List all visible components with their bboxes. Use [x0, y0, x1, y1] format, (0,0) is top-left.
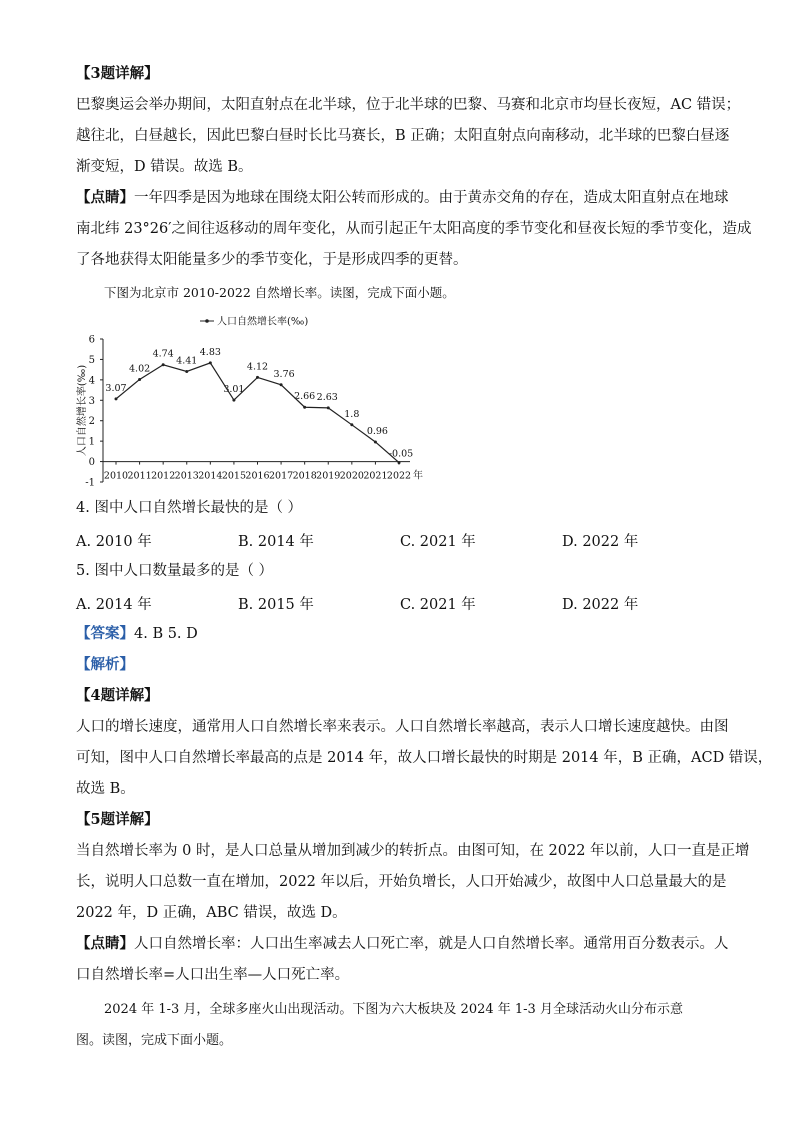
y-tick-label: 2 — [88, 416, 95, 428]
x-tick-label: 2021 — [363, 470, 388, 482]
q4-detail-line-1: 人口的增长速度，通常用人口自然增长率来表示。人口自然增长率越高，表示人口增长速度越快。由图 — [76, 719, 729, 735]
q4-detail-heading: 【4题详解】 — [76, 687, 159, 704]
data-label: 3.07 — [105, 382, 127, 394]
y-tick-label: 1 — [88, 436, 95, 448]
q5-option-c[interactable]: C. 2021 年 — [400, 597, 476, 613]
x-tick-label: 2017 — [268, 470, 294, 482]
chart-labels — [75, 315, 423, 487]
data-point — [350, 423, 353, 426]
q3-tip-1 — [76, 188, 729, 208]
data-point — [303, 406, 306, 409]
data-label: -0.05 — [388, 448, 414, 460]
y-tick-label: 5 — [88, 354, 95, 366]
q3-tip-2: 南北纬 23°26′之间往返移动的周年变化，从而引起正午太阳高度的季节变化和昼夜长短的季节变化，造成 — [76, 221, 752, 237]
q5-detail-line-3: 2022 年，D 正确，ABC 错误，故选 D。 — [76, 905, 347, 921]
data-label: 1.8 — [344, 408, 360, 420]
data-label: 2.66 — [294, 391, 316, 403]
q5-detail-line-1: 当自然增长率为 0 时，是人口总量从增加到减少的转折点。由图可知，在 2022 年以前，人口一直是正增 — [76, 843, 750, 859]
x-tick-label: 2022 — [386, 470, 412, 482]
data-point — [162, 363, 165, 366]
q4-option-d[interactable]: D. 2022 年 — [562, 534, 639, 550]
data-point — [327, 406, 330, 409]
legend-marker — [205, 319, 209, 323]
q5-tip-label: 【点睛】 — [76, 935, 134, 952]
chart-caption: 下图为北京市 2010-2022 自然增长率。读图，完成下面小题。 — [104, 285, 455, 300]
data-point — [138, 378, 141, 381]
q3-line-2: 越往北，白昼越长，因此巴黎白昼时长比马赛长，B 正确；太阳直射点向南移动，北半球的巴黎白昼逐 — [76, 128, 730, 144]
y-axis-label: 人口自然增长率(‰) — [77, 364, 88, 457]
data-label: 4.12 — [246, 361, 269, 373]
q4-stem: 4. 图中人口自然增长最快的是（ ） — [76, 500, 303, 516]
y-tick-label: -1 — [85, 477, 95, 486]
q3-line-1: 巴黎奥运会举办期间，太阳直射点在北半球，位于北半球的巴黎、马赛和北京市均昼长夜短，AC 错误； — [76, 97, 741, 113]
data-point — [398, 461, 401, 464]
q5-tip-1 — [76, 934, 729, 954]
answer-line — [76, 624, 726, 644]
x-tick-label: 2016 — [245, 470, 270, 482]
next-intro-line-2: 图。读图，完成下面小题。 — [76, 1033, 233, 1048]
data-point — [280, 383, 283, 386]
data-point — [185, 370, 188, 373]
q4-option-c[interactable]: C. 2021 年 — [400, 534, 476, 550]
q3-heading: 【3题详解】 — [76, 65, 159, 82]
x-tick-label: 2020 — [339, 470, 364, 482]
y-tick-label: 6 — [88, 334, 95, 346]
q4-option-a[interactable]: A. 2010 年 — [76, 534, 152, 550]
x-axis-unit: 年 — [413, 470, 423, 482]
data-label: 3.76 — [273, 368, 295, 380]
q5-option-b[interactable]: B. 2015 年 — [238, 597, 314, 613]
q3-tip-3: 了各地获得太阳能量多少的季节变化，于是形成四季的更替。 — [76, 252, 468, 268]
q3-line-3: 渐变短，D 错误。故选 B。 — [76, 159, 253, 175]
y-tick-label: 3 — [88, 395, 95, 407]
data-label: 0.96 — [366, 425, 388, 437]
x-tick-label: 2018 — [292, 470, 317, 482]
answer-text: 4. B 5. D — [134, 626, 198, 642]
data-label: 3.01 — [223, 384, 245, 396]
q5-detail-heading: 【5题详解】 — [76, 811, 159, 828]
next-intro-line-1: 2024 年 1-3 月，全球多座火山出现活动。下图为六大板块及 2024 年 1-3 月全球活动火山分布示意 — [104, 1002, 683, 1017]
x-tick-label: 2010 — [103, 470, 129, 482]
chart-axes — [100, 319, 410, 482]
q5-option-a[interactable]: A. 2014 年 — [76, 597, 152, 613]
x-tick-label: 2014 — [198, 470, 223, 482]
x-tick-label: 2015 — [221, 470, 247, 482]
q3-tip-label: 【点睛】 — [76, 189, 134, 206]
q5-option-d[interactable]: D. 2022 年 — [562, 597, 639, 613]
legend-label: 人口自然增长率(‰) — [217, 316, 309, 328]
analysis-label: 【解析】 — [76, 656, 134, 673]
q3-tip-text-1: 一年四季是因为地球在围绕太阳公转而形成的。由于黄赤交角的存在，造成太阳直射点在地球 — [134, 190, 729, 206]
x-tick-label: 2012 — [151, 470, 176, 482]
data-label: 4.74 — [152, 348, 174, 360]
q4-detail-line-3: 故选 B。 — [76, 781, 135, 797]
q5-stem: 5. 图中人口数量最多的是（ ） — [76, 563, 274, 579]
q4-detail-line-2: 可知，图中人口自然增长率最高的点是 2014 年，故人口增长最快的时期是 2014 年，B 正确，ACD 错误， — [76, 750, 773, 766]
natural-growth-line-chart — [72, 308, 432, 486]
q5-detail-line-2: 长，说明人口总数一直在增加，2022 年以后，开始负增长，人口开始减少，故图中人口总量最大的是 — [76, 874, 727, 890]
x-tick-label: 2011 — [127, 470, 152, 482]
data-point — [209, 361, 212, 364]
q5-tip-text-1: 人口自然增长率：人口出生率减去人口死亡率，就是人口自然增长率。通常用百分数表示。人 — [134, 936, 729, 952]
q5-tip-2: 口自然增长率=人口出生率—人口死亡率。 — [76, 967, 350, 983]
y-tick-label: 0 — [88, 457, 95, 469]
data-label: 4.83 — [199, 346, 221, 358]
y-tick-label: 4 — [88, 375, 95, 387]
x-tick-label: 2019 — [316, 470, 341, 482]
data-label: 4.02 — [129, 363, 151, 375]
data-point — [256, 376, 259, 379]
data-point — [232, 399, 235, 402]
q4-option-b[interactable]: B. 2014 年 — [238, 534, 314, 550]
data-label: 2.63 — [316, 391, 338, 403]
data-label: 4.41 — [176, 355, 198, 367]
x-tick-label: 2013 — [174, 470, 199, 482]
data-point — [374, 440, 377, 443]
answer-label: 【答案】 — [76, 625, 134, 642]
data-point — [115, 397, 118, 400]
